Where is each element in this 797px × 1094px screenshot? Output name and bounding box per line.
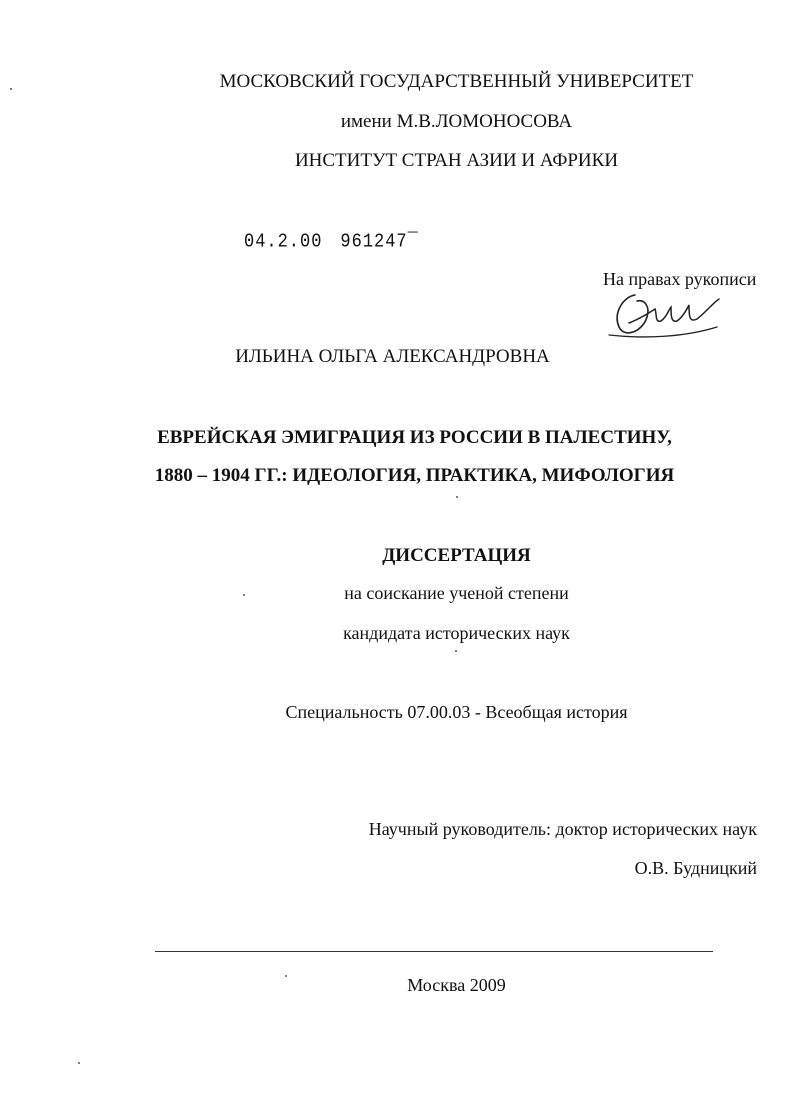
scan-speck — [78, 1062, 80, 1064]
scan-speck — [10, 88, 12, 90]
scan-speck — [456, 496, 458, 498]
scan-speck — [455, 650, 457, 652]
city-and-year: Москва 2009 — [407, 975, 506, 995]
registration-mark: ‾ — [407, 231, 419, 254]
specialty: Специальность 07.00.03 - Всеобщая история — [285, 702, 628, 722]
degree-line-1: на соискание ученой степени — [344, 583, 569, 603]
author-name: ИЛЬИНА ОЛЬГА АЛЕКСАНДРОВНА — [235, 346, 550, 367]
footer-divider — [155, 951, 713, 952]
university-named-after: имени М.В.ЛОМОНОСОВА — [340, 111, 573, 132]
scan-speck — [243, 594, 245, 596]
institute-name: ИНСТИТУТ СТРАН АЗИИ И АФРИКИ — [294, 150, 619, 171]
signature-image — [605, 283, 723, 343]
degree-line-2: кандидата исторических наук — [343, 623, 570, 643]
manuscript-rights-note: На правах рукописи — [603, 269, 757, 289]
university-name: МОСКОВСКИЙ ГОСУДАРСТВЕННЫЙ УНИВЕРСИТЕТ — [219, 71, 694, 92]
scan-speck — [285, 975, 287, 977]
registration-number — [244, 233, 419, 253]
document-type: ДИССЕРТАЦИЯ — [382, 545, 531, 566]
registration-code-number: 961247 — [340, 231, 408, 254]
registration-code-prefix: 04.2.00 — [244, 231, 323, 254]
dissertation-title-line-2: 1880 – 1904 ГГ.: ИДЕОЛОГИЯ, ПРАКТИКА, МИФОЛОГИЯ — [154, 465, 675, 486]
dissertation-title-line-1: ЕВРЕЙСКАЯ ЭМИГРАЦИЯ ИЗ РОССИИ В ПАЛЕСТИНУ, — [157, 427, 672, 448]
supervisor-name: О.В. Будницкий — [634, 858, 757, 878]
supervisor-role: Научный руководитель: доктор исторических наук — [368, 819, 757, 839]
